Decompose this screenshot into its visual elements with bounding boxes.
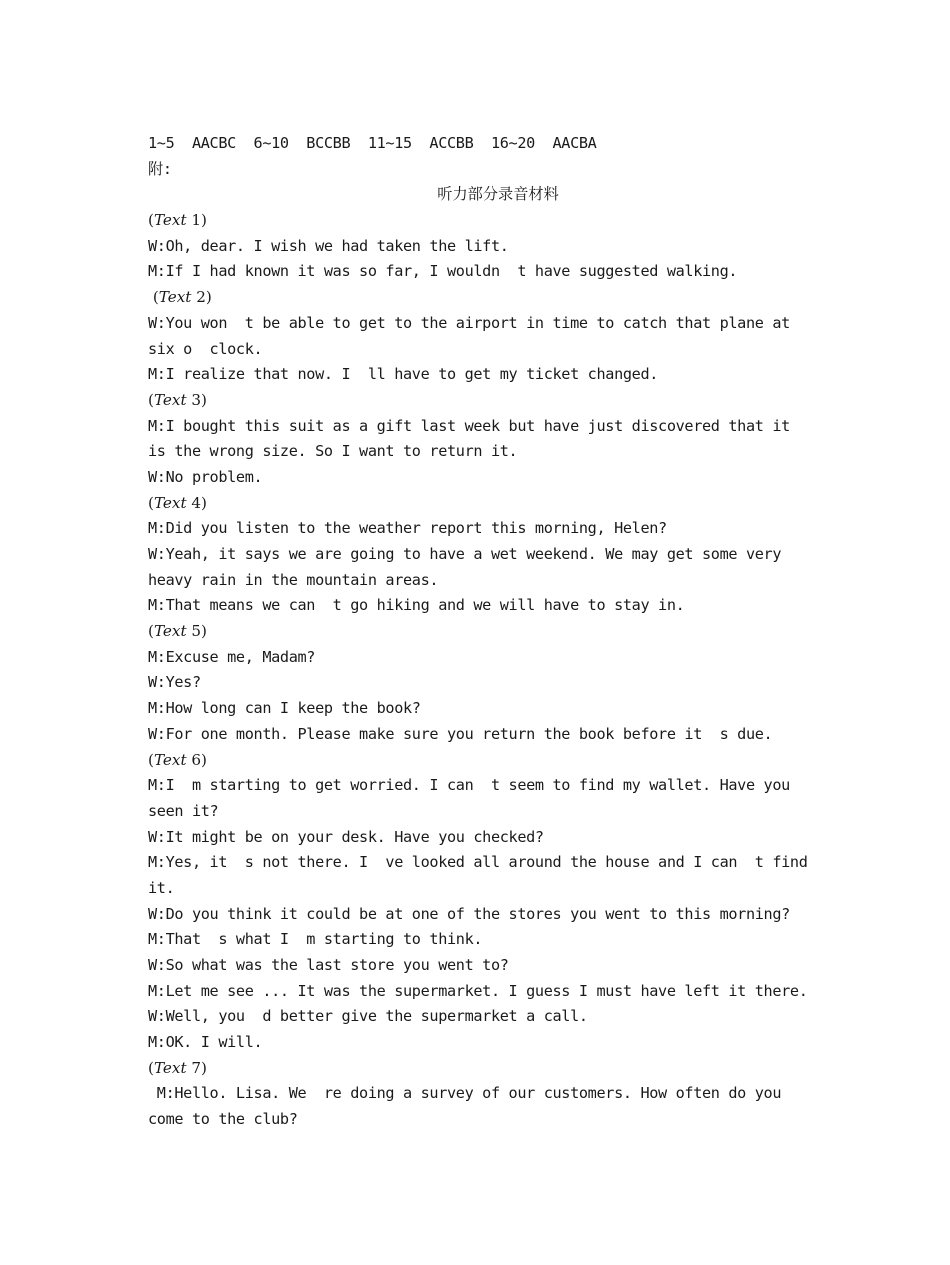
text-label-open: ( <box>148 622 154 641</box>
dialogue-line: M:That s what I m starting to think. <box>148 930 483 949</box>
dialogue-line: M:I m starting to get worried. I can t seem to find my wallet. Have you <box>148 776 790 795</box>
dialogue-line: M:Yes, it s not there. I ve looked all around the house and I can t find <box>148 853 808 872</box>
dialogue-line: W:It might be on your desk. Have you checked? <box>148 827 544 846</box>
dialogue-line: come to the club? <box>148 1110 298 1129</box>
dialogue-line: M:Did you listen to the weather report this morning, Helen? <box>148 519 667 538</box>
dialogue-line: M:OK. I will. <box>148 1033 263 1052</box>
answer-key: 1~5 AACBC 6~10 BCCBB 11~15 ACCBB 16~20 AACBA <box>148 134 597 152</box>
dialogue-line: W:Oh, dear. I wish we had taken the lift. <box>148 236 509 255</box>
dialogue-line: M:Let me see ... It was the supermarket. I guess I must have left it there. <box>148 981 808 1000</box>
text-label-word: Text <box>158 288 192 307</box>
dialogue-line: six o clock. <box>148 339 263 358</box>
dialogue-line: heavy rain in the mountain areas. <box>148 570 439 589</box>
dialogue-line: W:Yes? <box>148 673 201 692</box>
text-label-open: ( <box>148 750 154 769</box>
text-label <box>148 1056 848 1082</box>
text-label-number: 2) <box>191 288 212 307</box>
dialogue-line: M:That means we can t go hiking and we will have to stay in. <box>148 596 685 615</box>
dialogue-line: it. <box>148 878 175 897</box>
text-label-number: 4) <box>186 493 207 512</box>
text-label-open: ( <box>148 211 154 230</box>
text-label <box>148 748 848 774</box>
dialogue-line: W:Do you think it could be at one of the stores you went to this morning? <box>148 904 790 923</box>
dialogue-line: W:Yeah, it says we are going to have a wet weekend. We may get some very <box>148 545 782 563</box>
text-label-number: 3) <box>186 390 207 409</box>
dialogue-line: W:So what was the last store you went to? <box>148 956 509 974</box>
text-label-word: Text <box>153 1058 187 1077</box>
dialogue-line: M:Hello. Lisa. We re doing a survey of our customers. How often do you <box>148 1084 782 1103</box>
text-label-word: Text <box>153 622 187 641</box>
text-label-open: ( <box>148 1058 154 1077</box>
text-label <box>148 619 848 645</box>
dialogue-line: W:You won t be able to get to the airport in time to catch that plane at <box>148 313 790 332</box>
text-label-word: Text <box>153 390 187 409</box>
dialogue-line: M:I realize that now. I ll have to get my ticket changed. <box>148 365 659 384</box>
text-label <box>148 388 848 414</box>
text-label <box>148 491 848 517</box>
dialogue-line: M:Excuse me, Madam? <box>148 647 316 666</box>
text-label-word: Text <box>153 211 187 230</box>
text-label-word: Text <box>153 493 187 512</box>
appendix-label: 附: <box>148 159 172 178</box>
dialogue-line: W:Well, you d better give the supermarket a call. <box>148 1007 588 1026</box>
text-label-number: 6) <box>186 750 207 769</box>
text-label-open: ( <box>148 390 154 409</box>
dialogue-line: M:I bought this suit as a gift last week but have just discovered that it <box>148 416 790 435</box>
dialogue-line: M:If I had known it was so far, I wouldn t have suggested walking. <box>148 262 738 281</box>
dialogue-line: W:For one month. Please make sure you return the book before it s due. <box>148 724 773 743</box>
dialogue-line: M:How long can I keep the book? <box>148 699 421 718</box>
transcript <box>148 208 848 1133</box>
text-label-number: 7) <box>186 1058 207 1077</box>
text-label-word: Text <box>153 750 187 769</box>
text-label-number: 1) <box>186 211 207 230</box>
text-label <box>148 208 848 234</box>
text-label <box>148 285 848 311</box>
dialogue-line: W:No problem. <box>148 467 263 486</box>
dialogue-line: seen it? <box>148 801 219 820</box>
document-page <box>148 131 848 1133</box>
text-label-number: 5) <box>186 622 207 641</box>
section-title: 听力部分录音材料 <box>437 185 559 204</box>
text-label-open: ( <box>148 288 159 307</box>
text-label-open: ( <box>148 493 154 512</box>
dialogue-line: is the wrong size. So I want to return it. <box>148 442 518 461</box>
